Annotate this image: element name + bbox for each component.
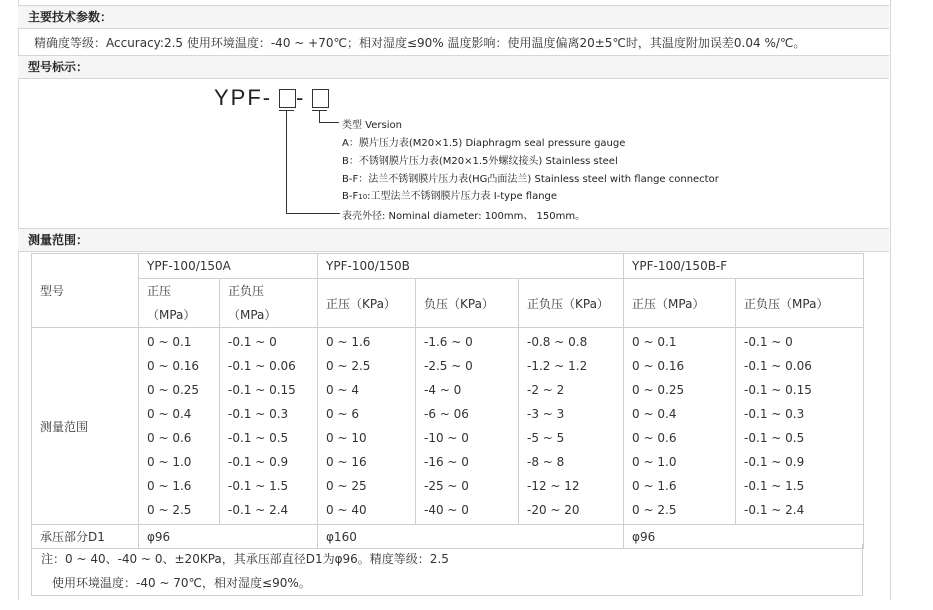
- notes-box: [31, 544, 863, 596]
- subheader-b2: 负压（KPa）: [416, 279, 519, 328]
- subheader-b3: 正负压（KPa）: [519, 279, 624, 328]
- type-line: 类型 Version: [342, 120, 402, 131]
- range-col-c2: -0.1 ~ 0 -0.1 ~ 0.06 -0.1 ~ 0.15 -0.1 ~ 0.3 -0.1 ~ 0.5 -0.1 ~ 0.9 -0.1 ~ 1.5 -0.1 ~ 2.4: [736, 328, 864, 525]
- version-a-line: A：膜片压力表(M20×1.5) Diaphragm seal pressure gauge: [342, 138, 626, 149]
- d1-label-cell: 承压部分D1: [32, 525, 139, 549]
- range-col-a1: 0 ~ 0.1 0 ~ 0.16 0 ~ 0.25 0 ~ 0.4 0 ~ 0.6 0 ~ 1.0 0 ~ 1.6 0 ~ 2.5: [139, 328, 220, 525]
- range-col-c1: 0 ~ 0.1 0 ~ 0.16 0 ~ 0.25 0 ~ 0.4 0 ~ 0.6 0 ~ 1.0 0 ~ 1.6 0 ~ 2.5: [624, 328, 736, 525]
- version-box: [312, 89, 329, 108]
- subheader-c1: 正压（MPa）: [624, 279, 736, 328]
- version-bf-line: B-F：法兰不锈钢膜片压力表(HG凸面法兰) Stainless steel with flange connector: [342, 174, 719, 185]
- table-row: [32, 328, 864, 525]
- version-bf10-line: B-F10:工型法兰不锈钢膜片压力表 I-type flange: [342, 191, 558, 202]
- section-header-model: [18, 55, 889, 79]
- group-b-header: YPF-100/150B: [318, 254, 624, 279]
- model-code: YPF-: [214, 85, 273, 110]
- note-line-2: 使用环境温度：-40 ~ 70℃，相对湿度≤90%。: [52, 576, 311, 590]
- d1-value-b: φ160: [318, 525, 624, 549]
- group-a-header: YPF-100/150A: [139, 254, 318, 279]
- group-c-header: YPF-100/150B-F: [624, 254, 864, 279]
- connector-line: [319, 110, 320, 122]
- subheader-a2: 正负压 （MPa）: [220, 279, 318, 328]
- diameter-box: [279, 89, 296, 108]
- note-line-1: 注：0 ~ 40、-40 ~ 0、±20KPa，其承压部直径D1为φ96。精度等级：2.5: [41, 552, 449, 566]
- connector-line: [319, 122, 339, 123]
- range-table: [31, 253, 864, 549]
- connector-line: [286, 213, 340, 214]
- subheader-b1: 正压（KPa）: [318, 279, 416, 328]
- connector-line: [286, 110, 287, 213]
- section-header-tech-params: [18, 5, 889, 29]
- range-col-a2: -0.1 ~ 0 -0.1 ~ 0.06 -0.1 ~ 0.15 -0.1 ~ 0.3 -0.1 ~ 0.5 -0.1 ~ 0.9 -0.1 ~ 1.5 -0.1 ~ 2.4: [220, 328, 318, 525]
- table-row: [32, 279, 864, 328]
- tech-params-line: 精确度等级：Accuracy:2.5 使用环境温度：-40 ~ +70℃；相对湿度≤90% 温度影响：使用温度偏离20±5℃时，其温度附加误差0.04 %/℃。: [34, 36, 806, 50]
- model-dash: -: [296, 85, 304, 110]
- section-title: 主要技术参数：: [28, 10, 113, 24]
- model-label-cell: 型号: [32, 254, 139, 328]
- table-row: [32, 254, 864, 279]
- range-col-b2: -1.6 ~ 0 -2.5 ~ 0 -4 ~ 0 -6 ~ 06 -10 ~ 0 -16 ~ 0 -25 ~ 0 -40 ~ 0: [416, 328, 519, 525]
- subheader-a1: 正压 （MPa）: [139, 279, 220, 328]
- range-col-b1: 0 ~ 1.6 0 ~ 2.5 0 ~ 4 0 ~ 6 0 ~ 10 0 ~ 16 0 ~ 25 0 ~ 40: [318, 328, 416, 525]
- version-b-line: B：不锈钢膜片压力表(M20×1.5外螺纹接头) Stainless steel: [342, 156, 618, 167]
- section-header-range: [18, 228, 889, 252]
- range-label-cell: 测量范围: [32, 328, 139, 525]
- section-title: 型号标示：: [28, 60, 89, 74]
- subheader-c2: 正负压（MPa）: [736, 279, 864, 328]
- d1-value-a: φ96: [139, 525, 318, 549]
- range-col-b3: -0.8 ~ 0.8 -1.2 ~ 1.2 -2 ~ 2 -3 ~ 3 -5 ~ 5 -8 ~ 8 -12 ~ 12 -20 ~ 20: [519, 328, 624, 525]
- d1-value-c: φ96: [624, 525, 864, 549]
- section-title: 测量范围：: [28, 233, 89, 247]
- diameter-line: 表壳外径: Nominal diameter: 100mm、 150mm。: [342, 211, 586, 222]
